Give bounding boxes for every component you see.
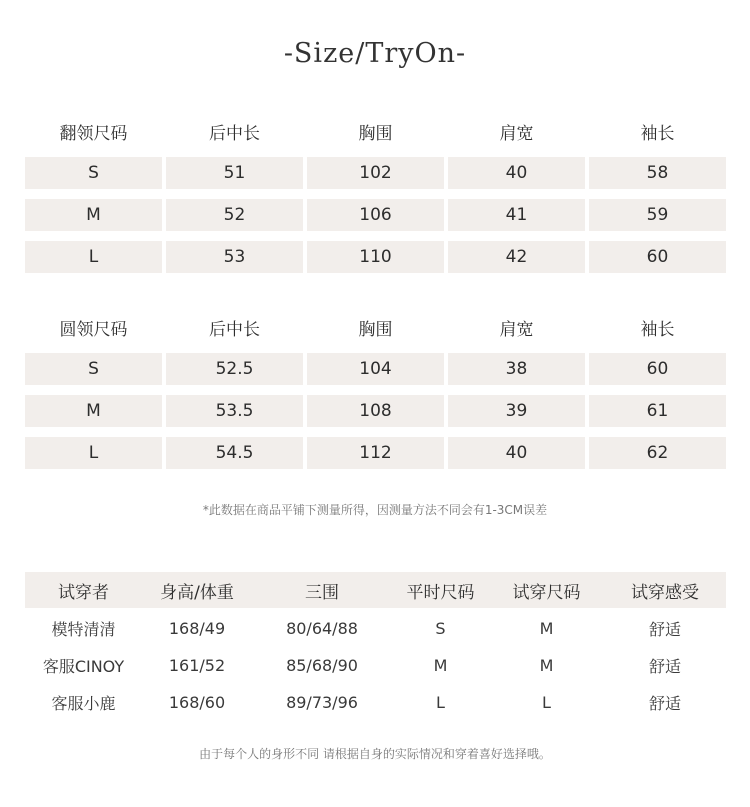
table-header-row bbox=[25, 572, 726, 608]
size-cell: M bbox=[25, 395, 162, 427]
size-cell: M bbox=[25, 199, 162, 231]
value-cell: M bbox=[539, 656, 554, 675]
tester-name: 客服小鹿 bbox=[51, 694, 116, 713]
value-cell: 54.5 bbox=[166, 437, 303, 469]
value-cell: 40 bbox=[448, 157, 585, 189]
value-cell: 161/52 bbox=[168, 656, 226, 675]
value-cell: 52 bbox=[166, 199, 303, 231]
lapel-size-table bbox=[25, 115, 726, 283]
value-cell: 53.5 bbox=[166, 395, 303, 427]
size-cell: S bbox=[25, 157, 162, 189]
measurement-note: *此数据在商品平铺下测量所得，因测量方法不同会有1-3CM误差 bbox=[202, 503, 548, 517]
value-cell: 60 bbox=[589, 353, 726, 385]
value-cell: S bbox=[435, 619, 446, 638]
header-cell: 试穿者 bbox=[58, 582, 109, 603]
table-header-row bbox=[25, 115, 726, 147]
value-cell: 104 bbox=[307, 353, 444, 385]
header-cell: 试穿尺码 bbox=[512, 582, 581, 603]
value-cell: 168/60 bbox=[168, 693, 226, 712]
value-cell: 112 bbox=[307, 437, 444, 469]
table-row bbox=[25, 684, 726, 721]
table-row bbox=[25, 199, 726, 231]
size-cell: L bbox=[25, 437, 162, 469]
value-cell: 58 bbox=[589, 157, 726, 189]
header-cell: 试穿感受 bbox=[631, 582, 699, 603]
value-cell: 85/68/90 bbox=[286, 656, 358, 675]
table-row bbox=[25, 157, 726, 189]
value-cell: 38 bbox=[448, 353, 585, 385]
header-cell: 身高/体重 bbox=[160, 582, 234, 603]
value-cell: 53 bbox=[166, 241, 303, 273]
value-cell: 102 bbox=[307, 157, 444, 189]
header-cell: 平时尺码 bbox=[406, 582, 475, 603]
value-cell: 80/64/88 bbox=[286, 619, 358, 638]
value-cell: 舒适 bbox=[648, 657, 681, 676]
value-cell: L bbox=[542, 693, 551, 712]
value-cell: M bbox=[433, 656, 448, 675]
value-cell: 51 bbox=[166, 157, 303, 189]
value-cell: 舒适 bbox=[648, 694, 681, 713]
header-cell: 肩宽 bbox=[499, 123, 534, 144]
tester-name: 模特清清 bbox=[51, 620, 116, 639]
tester-name: 客服CINOY bbox=[42, 657, 125, 676]
header-cell: 袖长 bbox=[640, 123, 675, 144]
header-cell: 后中长 bbox=[209, 123, 260, 144]
size-cell: L bbox=[25, 241, 162, 273]
table-row bbox=[25, 353, 726, 385]
value-cell: 106 bbox=[307, 199, 444, 231]
value-cell: 110 bbox=[307, 241, 444, 273]
header-cell: 三围 bbox=[305, 582, 339, 603]
value-cell: 舒适 bbox=[648, 620, 681, 639]
value-cell: 40 bbox=[448, 437, 585, 469]
table-row bbox=[25, 437, 726, 469]
value-cell: 168/49 bbox=[168, 619, 226, 638]
header-cell: 袖长 bbox=[640, 319, 675, 340]
value-cell: L bbox=[436, 693, 445, 712]
value-cell: 89/73/96 bbox=[286, 693, 358, 712]
value-cell: 59 bbox=[589, 199, 726, 231]
size-cell: S bbox=[25, 353, 162, 385]
tryon-table bbox=[25, 572, 726, 721]
header-cell: 肩宽 bbox=[499, 319, 534, 340]
table-header-row bbox=[25, 311, 726, 343]
value-cell: 39 bbox=[448, 395, 585, 427]
fit-advice-note: 由于每个人的身形不同 请根据自身的实际情况和穿着喜好选择哦。 bbox=[199, 747, 551, 761]
value-cell: 108 bbox=[307, 395, 444, 427]
table-row bbox=[25, 241, 726, 273]
header-cell: 翻领尺码 bbox=[59, 123, 128, 144]
value-cell: 42 bbox=[448, 241, 585, 273]
header-cell: 胸围 bbox=[358, 319, 393, 340]
header-cell: 胸围 bbox=[358, 123, 393, 144]
table-row bbox=[25, 395, 726, 427]
round-neck-size-table bbox=[25, 311, 726, 479]
value-cell: 41 bbox=[448, 199, 585, 231]
value-cell: 62 bbox=[589, 437, 726, 469]
header-cell: 后中长 bbox=[209, 319, 260, 340]
header-cell: 圆领尺码 bbox=[59, 319, 128, 340]
table-row bbox=[25, 610, 726, 647]
table-row bbox=[25, 647, 726, 684]
value-cell: M bbox=[539, 619, 554, 638]
value-cell: 60 bbox=[589, 241, 726, 273]
page-title: -Size/TryOn- bbox=[283, 38, 467, 69]
value-cell: 61 bbox=[589, 395, 726, 427]
value-cell: 52.5 bbox=[166, 353, 303, 385]
